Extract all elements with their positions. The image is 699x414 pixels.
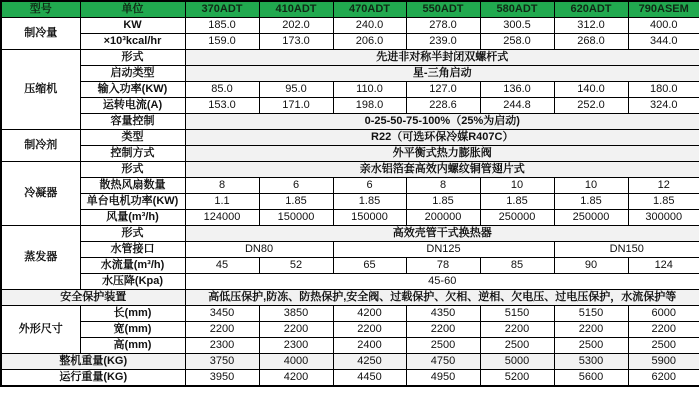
value-cell: 171.0 xyxy=(259,98,333,114)
merged-value-cell: 0-25-50-75-100%（25%为启动) xyxy=(185,114,699,130)
value-cell: 3450 xyxy=(185,306,259,322)
value-cell: 2300 xyxy=(185,338,259,354)
value-cell: 239.0 xyxy=(406,34,480,50)
column-header: 620ADT xyxy=(554,1,628,18)
value-cell: 2200 xyxy=(333,322,406,338)
value-cell: 2500 xyxy=(628,338,699,354)
value-cell: 8 xyxy=(406,178,480,194)
value-cell: 6200 xyxy=(628,370,699,387)
value-cell: 250000 xyxy=(554,210,628,226)
value-cell: 150000 xyxy=(333,210,406,226)
value-cell: 2400 xyxy=(333,338,406,354)
value-cell: 2500 xyxy=(554,338,628,354)
merged-value-cell: 星-三角启动 xyxy=(185,66,699,82)
value-cell: 1.85 xyxy=(333,194,406,210)
table-row xyxy=(1,178,699,194)
table-row xyxy=(1,162,699,178)
value-cell: 2300 xyxy=(259,338,333,354)
value-cell: 240.0 xyxy=(333,18,406,34)
value-cell: 185.0 xyxy=(185,18,259,34)
table-row xyxy=(1,290,699,306)
group-label-cell: 制冷量 xyxy=(1,18,80,50)
value-cell: 198.0 xyxy=(333,98,406,114)
row-label-cell: 运行重量(KG) xyxy=(1,370,185,387)
value-cell: 2200 xyxy=(185,322,259,338)
value-cell: 127.0 xyxy=(406,82,480,98)
column-header: 550ADT xyxy=(406,1,480,18)
table-row xyxy=(1,146,699,162)
row-label-cell: 散热风扇数量 xyxy=(80,178,185,194)
value-cell: 4250 xyxy=(333,354,406,370)
value-cell: 200000 xyxy=(406,210,480,226)
value-cell: 206.0 xyxy=(333,34,406,50)
row-label-cell: 启动类型 xyxy=(80,66,185,82)
column-header: 470ADT xyxy=(333,1,406,18)
value-cell: 124000 xyxy=(185,210,259,226)
value-cell: 1.1 xyxy=(185,194,259,210)
merged-value-cell: 外平衡式热力膨胀阀 xyxy=(185,146,699,162)
column-header: 580ADT xyxy=(480,1,554,18)
table-row xyxy=(1,242,699,258)
value-cell: 268.0 xyxy=(554,34,628,50)
table-row xyxy=(1,34,699,50)
value-cell: 1.85 xyxy=(554,194,628,210)
value-cell: 6000 xyxy=(628,306,699,322)
row-label-cell: 水流量(m³/h) xyxy=(80,258,185,274)
value-cell: 250000 xyxy=(480,210,554,226)
value-cell: 5600 xyxy=(554,370,628,387)
table-row xyxy=(1,66,699,82)
table-row xyxy=(1,354,699,370)
value-cell: 1.85 xyxy=(406,194,480,210)
value-cell: 140.0 xyxy=(554,82,628,98)
table-row xyxy=(1,194,699,210)
row-label-cell: ×10³kcal/hr xyxy=(80,34,185,50)
value-cell: 244.8 xyxy=(480,98,554,114)
table-row xyxy=(1,306,699,322)
value-cell: 344.0 xyxy=(628,34,699,50)
value-cell: 5150 xyxy=(480,306,554,322)
value-cell: 4000 xyxy=(259,354,333,370)
value-cell: DN80 xyxy=(185,242,333,258)
value-cell: 5300 xyxy=(554,354,628,370)
value-cell: 2500 xyxy=(406,338,480,354)
table-row xyxy=(1,226,699,242)
row-label-cell: 容量控制 xyxy=(80,114,185,130)
row-label-cell: 形式 xyxy=(80,50,185,66)
row-label-cell: 形式 xyxy=(80,162,185,178)
value-cell: 52 xyxy=(259,258,333,274)
value-cell: 300.5 xyxy=(480,18,554,34)
table-row xyxy=(1,210,699,226)
table-row xyxy=(1,82,699,98)
row-label-cell: 运转电流(A) xyxy=(80,98,185,114)
value-cell: 1.85 xyxy=(259,194,333,210)
table-row xyxy=(1,18,699,34)
row-label-cell: 类型 xyxy=(80,130,185,146)
table-row xyxy=(1,258,699,274)
merged-value-cell: 亲水铝箔套高效内螺纹铜管翅片式 xyxy=(185,162,699,178)
header-row xyxy=(1,1,699,18)
value-cell: DN150 xyxy=(554,242,699,258)
row-label-cell: 整机重量(KG) xyxy=(1,354,185,370)
column-header: 型号 xyxy=(1,1,80,18)
value-cell: 400.0 xyxy=(628,18,699,34)
value-cell: DN125 xyxy=(333,242,554,258)
value-cell: 65 xyxy=(333,258,406,274)
value-cell: 2200 xyxy=(554,322,628,338)
value-cell: 252.0 xyxy=(554,98,628,114)
value-cell: 2200 xyxy=(259,322,333,338)
merged-value-cell: 高低压保护,防冻、防热保护,安全阀、过载保护、欠相、逆相、欠电压、过电压保护，水流保护等 xyxy=(185,290,699,306)
value-cell: 228.6 xyxy=(406,98,480,114)
value-cell: 312.0 xyxy=(554,18,628,34)
row-label-cell: 宽(mm) xyxy=(80,322,185,338)
value-cell: 278.0 xyxy=(406,18,480,34)
row-label-cell: KW xyxy=(80,18,185,34)
value-cell: 4950 xyxy=(406,370,480,387)
value-cell: 1.85 xyxy=(480,194,554,210)
value-cell: 78 xyxy=(406,258,480,274)
value-cell: 12 xyxy=(628,178,699,194)
value-cell: 4200 xyxy=(333,306,406,322)
value-cell: 124 xyxy=(628,258,699,274)
merged-value-cell: 先进非对称半封闭双螺杆式 xyxy=(185,50,699,66)
value-cell: 2200 xyxy=(406,322,480,338)
table-row xyxy=(1,322,699,338)
value-cell: 159.0 xyxy=(185,34,259,50)
column-header: 790ASEM xyxy=(628,1,699,18)
value-cell: 95.0 xyxy=(259,82,333,98)
value-cell: 45-60 xyxy=(185,274,699,290)
group-label-cell: 外形尺寸 xyxy=(1,306,80,354)
row-label-cell: 形式 xyxy=(80,226,185,242)
value-cell: 45 xyxy=(185,258,259,274)
value-cell: 6 xyxy=(333,178,406,194)
column-header: 410ADT xyxy=(259,1,333,18)
value-cell: 85.0 xyxy=(185,82,259,98)
value-cell: 5150 xyxy=(554,306,628,322)
table-row xyxy=(1,130,699,146)
value-cell: 4350 xyxy=(406,306,480,322)
column-header: 370ADT xyxy=(185,1,259,18)
row-label-cell: 安全保护装置 xyxy=(1,290,185,306)
table-body xyxy=(1,18,699,387)
value-cell: 3850 xyxy=(259,306,333,322)
value-cell: 8 xyxy=(185,178,259,194)
value-cell: 85 xyxy=(480,258,554,274)
value-cell: 1.85 xyxy=(628,194,699,210)
table-row xyxy=(1,370,699,387)
row-label-cell: 高(mm) xyxy=(80,338,185,354)
table-row xyxy=(1,114,699,130)
table-header xyxy=(1,1,699,18)
value-cell: 300000 xyxy=(628,210,699,226)
value-cell: 4450 xyxy=(333,370,406,387)
value-cell: 136.0 xyxy=(480,82,554,98)
value-cell: 5000 xyxy=(480,354,554,370)
value-cell: 10 xyxy=(554,178,628,194)
value-cell: 4750 xyxy=(406,354,480,370)
value-cell: 202.0 xyxy=(259,18,333,34)
table-row xyxy=(1,50,699,66)
table-row xyxy=(1,274,699,290)
group-label-cell: 压缩机 xyxy=(1,50,80,130)
value-cell: 2200 xyxy=(480,322,554,338)
value-cell: 324.0 xyxy=(628,98,699,114)
value-cell: 5200 xyxy=(480,370,554,387)
row-label-cell: 输入功率(KW) xyxy=(80,82,185,98)
value-cell: 4200 xyxy=(259,370,333,387)
value-cell: 180.0 xyxy=(628,82,699,98)
value-cell: 258.0 xyxy=(480,34,554,50)
row-label-cell: 水管接口 xyxy=(80,242,185,258)
row-label-cell: 控制方式 xyxy=(80,146,185,162)
value-cell: 150000 xyxy=(259,210,333,226)
value-cell: 5900 xyxy=(628,354,699,370)
value-cell: 2500 xyxy=(480,338,554,354)
value-cell: 173.0 xyxy=(259,34,333,50)
value-cell: 3750 xyxy=(185,354,259,370)
value-cell: 90 xyxy=(554,258,628,274)
row-label-cell: 单台电机功率(KW) xyxy=(80,194,185,210)
row-label-cell: 水压降(Kpa) xyxy=(80,274,185,290)
row-label-cell: 风量(m³/h) xyxy=(80,210,185,226)
table-row xyxy=(1,338,699,354)
merged-value-cell: R22（可选环保冷媒R407C） xyxy=(185,130,699,146)
value-cell: 2200 xyxy=(628,322,699,338)
value-cell: 153.0 xyxy=(185,98,259,114)
group-label-cell: 冷凝器 xyxy=(1,162,80,226)
table-row xyxy=(1,98,699,114)
group-label-cell: 蒸发器 xyxy=(1,226,80,290)
group-label-cell: 制冷剂 xyxy=(1,130,80,162)
column-header: 单位 xyxy=(80,1,185,18)
row-label-cell: 长(mm) xyxy=(80,306,185,322)
value-cell: 3950 xyxy=(185,370,259,387)
value-cell: 110.0 xyxy=(333,82,406,98)
merged-value-cell: 高效壳管干式换热器 xyxy=(185,226,699,242)
value-cell: 10 xyxy=(480,178,554,194)
value-cell: 6 xyxy=(259,178,333,194)
